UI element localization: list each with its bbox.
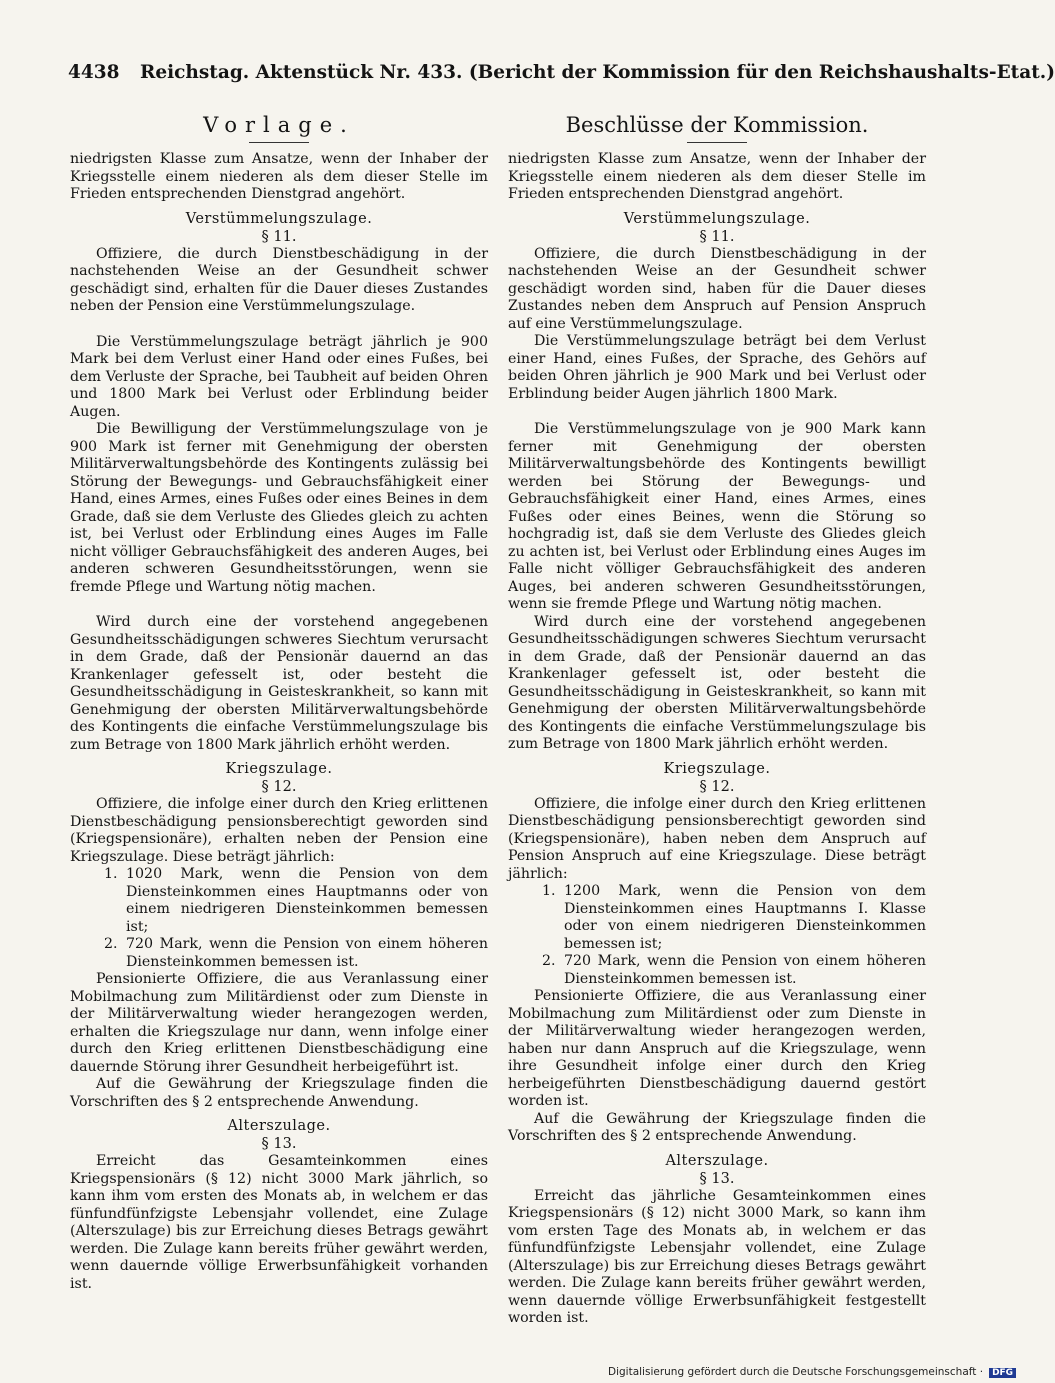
paragraph: Wird durch eine der vorstehend angegebenen Gesundheitsschädigungen schweres Siechtum verursacht in dem Grade, daß der Pensionär dauernd an das Krankenlager gefesselt ist, oder besteht die Gesundheitsschädigung in Geisteskrankheit, so kann mit Genehmigung der obersten Militärverwaltungsbehörde des Kontingents die einfache Verstümmelungszulage bis zum Betrage von 1800 Mark jährlich erhöht werden. — [70, 614, 488, 753]
dfg-logo: DFG — [989, 1368, 1016, 1378]
heading-rule — [687, 142, 747, 143]
paragraph: Wird durch eine der vorstehend angegebenen Gesundheitsschädigungen schweres Siechtum verursacht in dem Grade, daß der Pensionär dauernd an das Krankenlager gefesselt ist, oder besteht die Gesundheitsschädigung in Geisteskrankheit, so kann mit Genehmigung der obersten Militärverwaltungsbehörde des Kontingents die einfache Verstümmelungszulage bis zum Betrage von 1800 Mark jährlich erhöht werden. — [508, 613, 926, 752]
enumerated-list — [70, 866, 488, 971]
page-header — [68, 58, 1055, 88]
subheading: Verstümmelungszulage. — [623, 210, 811, 227]
paragraph: niedrigsten Klasse zum Ansatze, wenn der Inhaber der Kriegsstelle einem niederen als dem dieser Stelle im Frieden entsprechenden Dienstgrad angehört. — [508, 151, 926, 202]
enumerated-list — [508, 883, 926, 988]
column-heading: Beschlüsse der Kommission. — [565, 113, 869, 137]
list-item: 2. 720 Mark, wenn die Pension von einem höheren Diensteinkommen bemessen ist. — [560, 953, 926, 988]
column-heading: Vorlage. — [203, 113, 355, 137]
paragraph: Pensionierte Offiziere, die aus Veranlassung einer Mobilmachung zum Militärdienst oder zum Dienste in der Militärverwaltung wieder herangezogen werden, haben nur dann Anspruch auf die Kriegszulage, wenn ihre Gesundheit infolge einer durch den Krieg herbeigeführten Dienstbeschädigung dauernd gestört worden ist. — [508, 988, 926, 1109]
heading-rule — [249, 142, 309, 143]
paragraph: Offiziere, die infolge einer durch den Krieg erlittenen Dienstbeschädigung pensionsberechtigt geworden sind (Kriegspensionäre), haben neben dem Anspruch auf Pension Anspruch auf eine Kriegszulage. Diese beträgt jährlich: — [508, 795, 926, 882]
section-number: § 12. — [261, 779, 297, 795]
paragraph: Offiziere, die durch Dienstbeschädigung in der nachstehenden Weise an der Gesundheit schwer geschädigt worden sind, haben für die Dauer dieses Zustandes neben dem Anspruch auf Pension Anspruch auf eine Verstümmelungszulage. — [508, 245, 926, 332]
list-item: 2. 720 Mark, wenn die Pension von einem höheren Diensteinkommen bemessen ist. — [122, 936, 488, 971]
paragraph: Auf die Gewährung der Kriegszulage finden die Vorschriften des § 2 entsprechende Anwendung. — [70, 1076, 488, 1110]
paragraph: Erreicht das Gesamteinkommen eines Kriegspensionärs (§ 12) nicht 3000 Mark jährlich, so kann ihm vom ersten des Monats ab, in welchem er das fünfundfünfzigste Lebensjahr vollendet, eine Zulage (Alterszulage) bis zur Erreichung dieses Betrags gewährt werden. Die Zulage kann bereits früher gewährt werden, wenn dauernde völlige Erwerbsunfähigkeit vorhanden ist. — [70, 1153, 488, 1292]
section-number: § 11. — [699, 228, 735, 245]
left-column — [70, 108, 488, 1293]
right-column — [508, 108, 926, 1328]
subheading: Alterszulage. — [227, 1118, 331, 1134]
paragraph: Pensionierte Offiziere, die aus Veranlassung einer Mobilmachung zum Militärdienst oder zum Dienste in der Militärverwaltung wieder herangezogen werden, erhalten die Kriegszulage nur dann, wenn infolge einer durch den Krieg erlittenen Dienstbeschädigung eine dauernde Störung ihrer Gesundheit herbeigeführt ist. — [70, 971, 488, 1075]
subheading: Verstümmelungszulage. — [185, 210, 373, 227]
footer-credit — [608, 1366, 1016, 1378]
paragraph: Offiziere, die durch Dienstbeschädigung in der nachstehenden Weise an der Gesundheit schwer geschädigt sind, erhalten für die Dauer dieses Zustandes neben der Pension eine Verstümmelungszulage. — [70, 245, 488, 314]
running-title: Reichstag. Aktenstück Nr. 433. (Bericht der Kommission für den Reichshaushalts-Etat.) — [140, 62, 1055, 83]
subheading: Kriegszulage. — [663, 760, 771, 777]
subheading: Alterszulage. — [665, 1152, 769, 1169]
list-item: 1. 1200 Mark, wenn die Pension von dem Diensteinkommen eines Hauptmanns I. Klasse oder von einem niedrigeren Diensteinkommen bemessen ist; — [560, 883, 926, 953]
footer-text: Digitalisierung gefördert durch die Deutsche Forschungsgemeinschaft · — [608, 1366, 984, 1378]
paragraph: Die Verstümmelungszulage beträgt bei dem Verlust einer Hand, eines Fußes, der Sprache, des Gehörs auf beiden Ohren jährlich je 900 Mark und bei Verlust oder Erblindung beider Augen jährlich 1800 Mark. — [508, 333, 926, 402]
section-number: § 11. — [261, 228, 297, 245]
section-number: § 12. — [699, 778, 735, 795]
paragraph: Die Bewilligung der Verstümmelungszulage von je 900 Mark ist ferner mit Genehmigung der obersten Militärverwaltungsbehörde des Kontingents zulässig bei Störung der Bewegungs- und Gebrauchsfähigkeit einer Hand, eines Armes, eines Fußes oder eines Beines in dem Grade, daß sie dem Verluste des Gliedes gleich zu achten ist, bei Verlust oder Erblindung eines Auges im Falle nicht völliger Gebrauchsfähigkeit des anderen Auges, bei anderen schweren Gesundheitsstörungen, wenn sie fremde Pflege und Wartung nötig machen. — [70, 421, 488, 595]
paragraph: niedrigsten Klasse zum Ansatze, wenn der Inhaber der Kriegsstelle einem niederen als dem dieser Stelle im Frieden entsprechenden Dienstgrad angehört. — [70, 151, 488, 202]
subheading: Kriegszulage. — [225, 761, 333, 777]
paragraph: Auf die Gewährung der Kriegszulage finden die Vorschriften des § 2 entsprechende Anwendung. — [508, 1110, 926, 1144]
paragraph: Die Verstümmelungszulage beträgt jährlich je 900 Mark bei dem Verlust einer Hand oder eines Fußes, bei dem Verluste der Sprache, bei Taubheit auf beiden Ohren und 1800 Mark bei Verlust oder Erblindung beider Augen. — [70, 333, 488, 420]
list-item: 1. 1020 Mark, wenn die Pension von dem Diensteinkommen eines Hauptmanns oder von einem niedrigeren Diensteinkommen bemessen ist; — [122, 866, 488, 936]
section-number: § 13. — [699, 1170, 735, 1187]
page-number: 4438 — [68, 62, 120, 83]
paragraph: Offiziere, die infolge einer durch den Krieg erlittenen Dienstbeschädigung pensionsberechtigt geworden sind (Kriegspensionäre), erhalten neben der Pension eine Kriegszulage. Diese beträgt jährlich: — [70, 796, 488, 865]
paragraph: Erreicht das jährliche Gesamteinkommen eines Kriegspensionärs (§ 12) nicht 3000 Mark, so kann ihm vom ersten Tage des Monats ab, in welchem er das fünfundfünfzigste Lebensjahr vollendet, eine Zulage (Alterszulage) bis zur Erreichung dieses Betrags gewährt werden. Die Zulage kann bereits früher gewährt werden, wenn dauernde völlige Erwerbsunfähigkeit festgestellt worden ist. — [508, 1187, 926, 1326]
paragraph: Die Verstümmelungszulage von je 900 Mark kann ferner mit Genehmigung der obersten Militärverwaltungsbehörde des Kontingents bewilligt werden bei Störung der Bewegungs- und Gebrauchsfähigkeit einer Hand, eines Armes, eines Fußes oder eines Beines, wenn die Störung so hochgradig ist, daß sie dem Verluste des Gliedes gleich zu achten ist, bei Verlust oder Erblindung eines Auges im Falle nicht völliger Gebrauchsfähigkeit des anderen Auges, bei anderen schweren Gesundheitsstörungen, wenn sie fremde Pflege und Wartung nötig machen. — [508, 421, 926, 612]
section-number: § 13. — [261, 1136, 297, 1152]
